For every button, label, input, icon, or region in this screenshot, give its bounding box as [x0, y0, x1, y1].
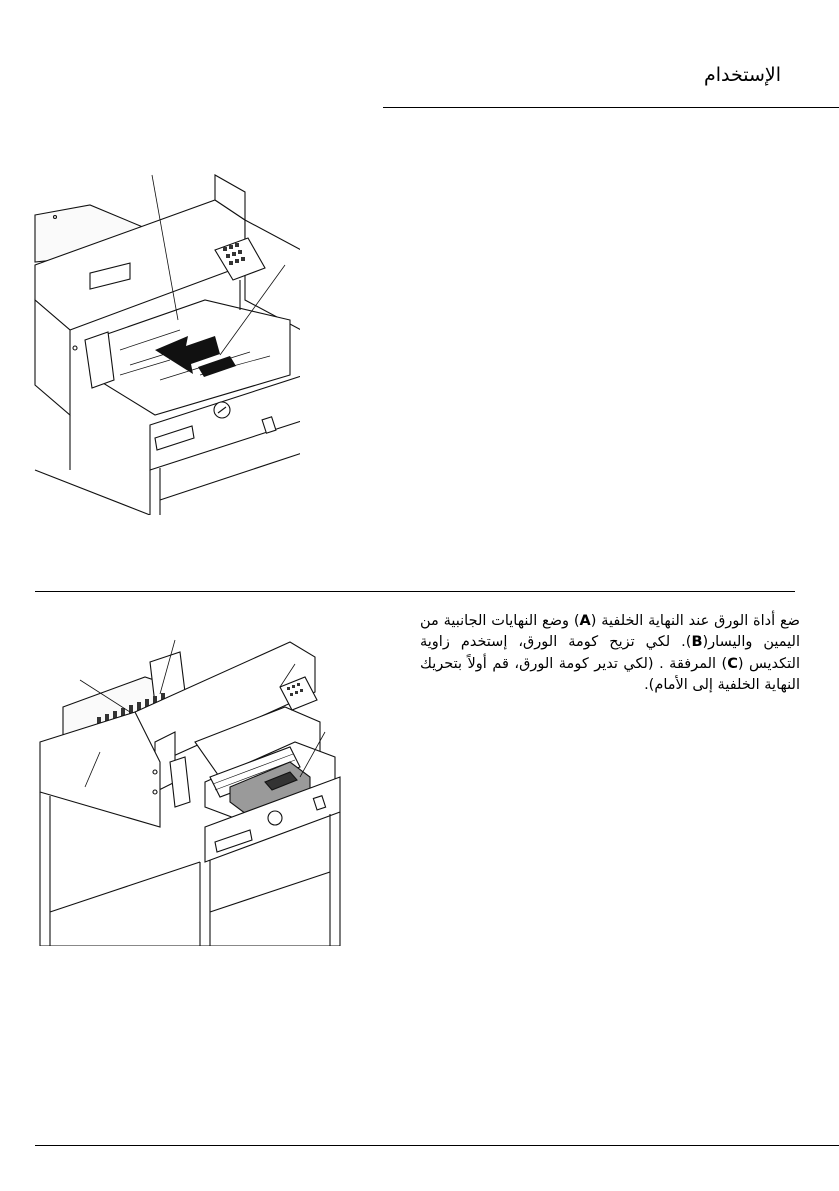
- instruction-text-4: ) المرفقة . (لكي تدير كومة الورق، قم أولاً بتحريك النهاية الخلفية إلى الأمام).: [420, 655, 800, 693]
- section-heading: الإستخدام: [703, 64, 781, 86]
- bottom-divider: [35, 1145, 839, 1146]
- top-divider: [383, 107, 839, 108]
- instruction-text-2: ) وضع النهايات الجانبية من اليمين واليسار(: [420, 612, 800, 650]
- middle-divider: [35, 591, 795, 592]
- label-a: A: [579, 612, 591, 629]
- instruction-paragraph: [420, 611, 800, 697]
- label-c: C: [727, 655, 738, 672]
- figure-cutter-side-guides: [35, 632, 355, 946]
- figure-cutter-insert-paper: [30, 170, 300, 515]
- label-b: B: [691, 634, 703, 650]
- instruction-text-1: ضع أداة الورق عند النهاية الخلفية (: [590, 612, 800, 629]
- instruction-text-3: ). لكي تزيح كومة الورق، إستخدم زاوية التكديس (: [420, 634, 800, 672]
